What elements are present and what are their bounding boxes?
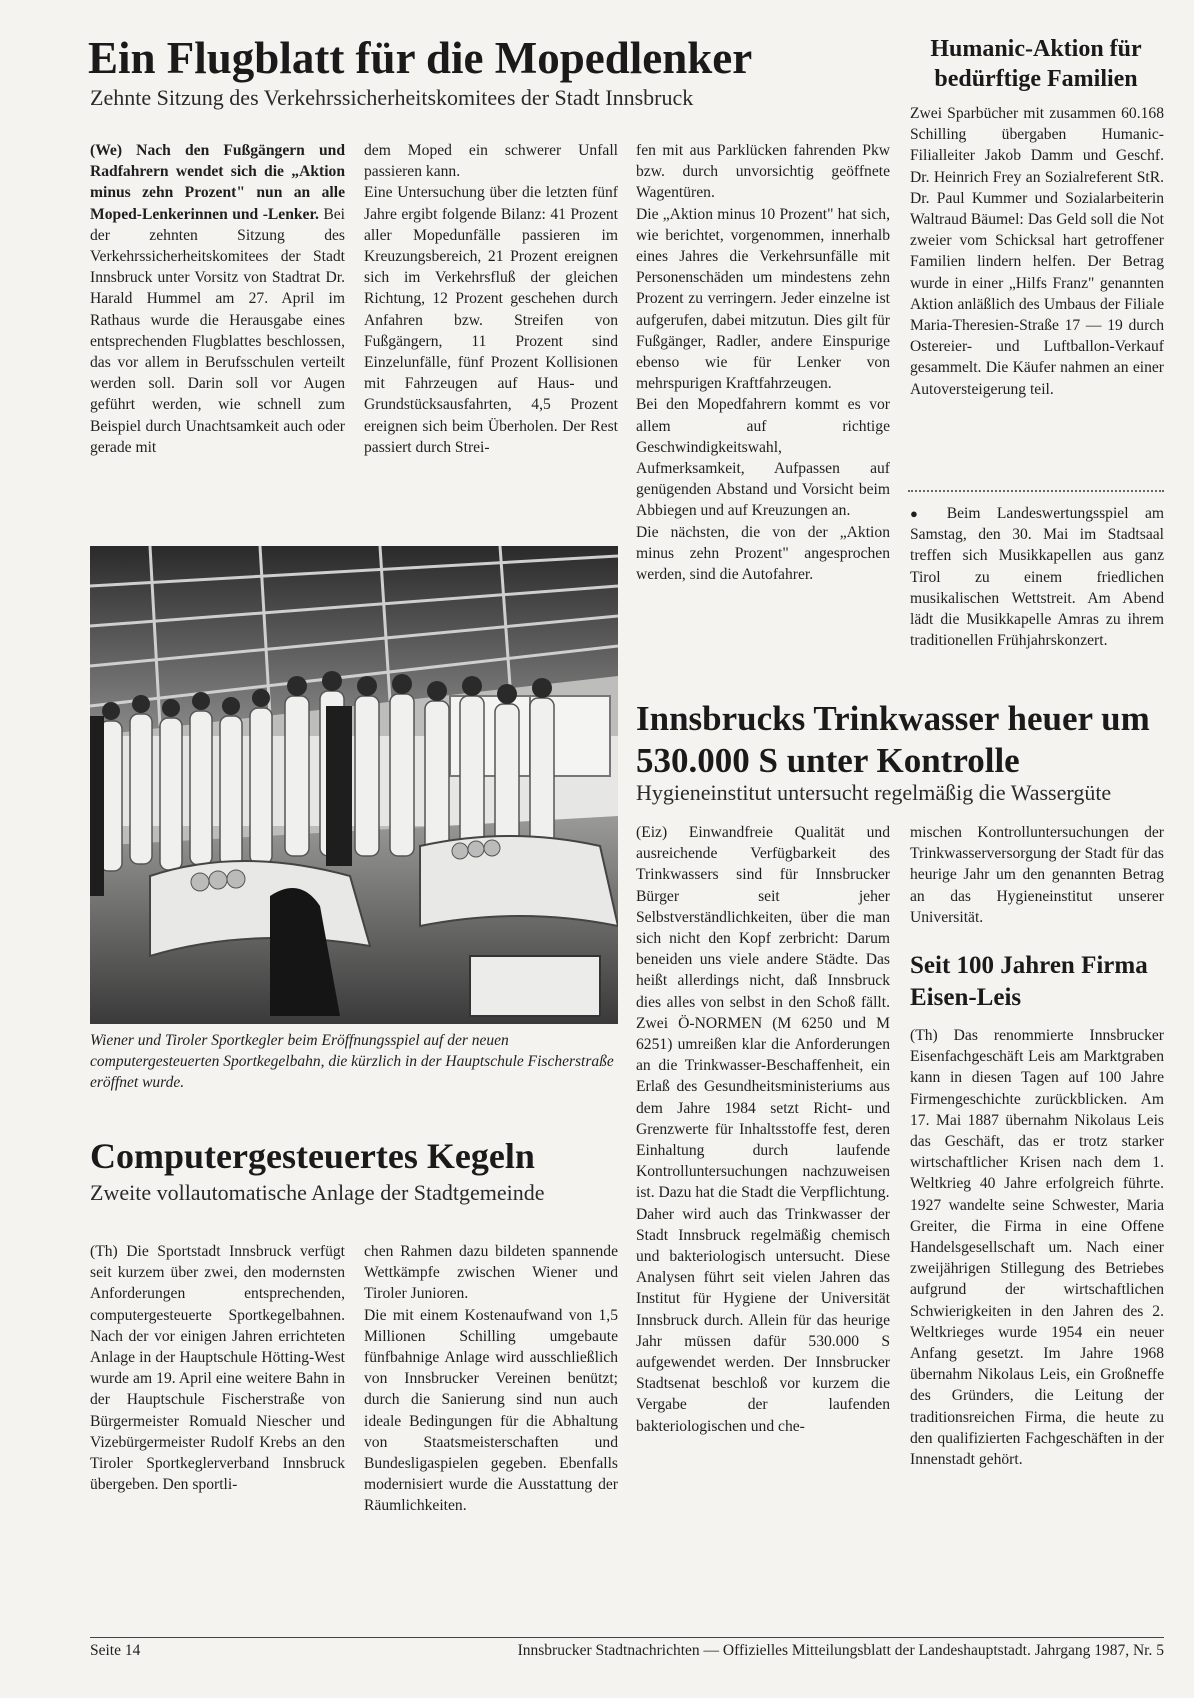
trinkwasser-headline: Innsbrucks Trinkwasser heuer um 530.000 S unter Kontrolle [636,699,1150,780]
flugblatt-headline: Ein Flugblatt für die Mopedlenker [88,33,753,83]
bowling-photo [90,546,618,1024]
flugblatt-col3-p4: Die nächsten, die von der „Aktion minus zehn Prozent" angesprochen werden, sind die Autofahrer. [636,523,890,584]
kegeln-col2-p2: Die mit einem Kostenaufwand von 1,5 Millionen Schilling umgebaute fünfbahnige Anlage wird ausschließlich von Innsbrucker Vereinen benützt; durch die Sanierung sind nun auch ideale Bedingungen für die Abhaltung von Staatsmeisterschaften und Bundesligaspielen gegeben. Ebenfalls modernisiert wurde die Ausstattung der Räumlichkeiten. [364,1306,618,1515]
flugblatt-col1-text: Bei der zehnten Sitzung des Verkehrssicherheitskomitees der Stadt Innsbruck unter Vorsitz von Stadtrat Dr. Harald Hummel am 27. April im Rathaus wurde die Herausgabe eines entsprechenden Flugblattes beschlossen, das vor allem in Berufsschulen verteilt werden soll. Darin soll vor Augen geführt werden, wie schnell zum Beispiel durch Unachtsamkeit auch oder gerade mit [90,205,345,456]
kegeln-headline: Computergesteuertes Kegeln [90,1136,535,1176]
kegeln-column-1: (Th) Die Sportstadt Innsbruck verfügt seit kurzem über zwei, den modernsten Anforderungen entsprechenden, computergesteuerte Sportkegelbahnen. Nach der vor einigen Jahren errichteten Anlage in der Hauptschule Hötting-West wurde am 19. April eine weitere Bahn in der Hauptschule Fischerstraße von Bürgermeister Romuald Niescher und Vizebürgermeister Rudolf Krebs an den Tiroler Sportkeglerverband Innsbruck übergeben. Den sportli- [90,1243,345,1494]
footer-rule [90,1637,1164,1638]
trinkwasser-col1-p2: Daher wird auch das Trinkwasser der Stadt Innsbruck regelmäßig chemisch und bakteriologisch untersucht. Diese Analysen führt seit vielen Jahren das Institut für Hygiene der Universität Innsbruck durch. Allein für das heurige Jahr müssen dafür 530.000 S aufgewendet werden. Der Innsbrucker Stadtsenat beschloß vor kurzem die Vergabe der laufenden bakteriologischen und che- [636,1205,890,1435]
eisenleis-body: (Th) Das renommierte Innsbrucker Eisenfachgeschäft Leis am Marktgraben kann in diesen Tagen auf 100 Jahre Firmengeschichte zurückblicken. Am 17. Mai 1887 übernahm Nikolaus Leis das Geschäft, das er trotz starker wirtschaftlicher Krisen nach dem 1. Weltkrieg 40 Jahre erfolgreich führte. 1927 wandelte seine Schwester, Maria Greiter, die Firma in eine Offene Handelsgesellschaft um. Nach einer zweijährigen Stillegung des Betriebes aufgrund der wirtschaftlichen Schwierigkeiten in den Jahren des 2. Weltkrieges wurde 1954 ein neuer Anfang gesetzt. Im Jahre 1968 übernahm Nikolaus Leis, ein Großneffe des Gründers, die Leitung der traditionsreichen Firma, die heute zu den qualifizierten Fachgeschäften in der Innenstadt gehört. [910,1027,1164,1469]
kegeln-col2-p1: chen Rahmen dazu bildeten spannende Wettkämpfe zwischen Wiener und Tiroler Junioren. [364,1243,618,1303]
flugblatt-column-1 [90,140,345,458]
trinkwasser-column-1 [636,822,890,1437]
flugblatt-col3-p2: Die „Aktion minus 10 Prozent" hat sich, wie berichtet, vorgenommen, innerhalb eines Jahres die Verkehrsunfälle mit Personenschäden um mindestens zehn Prozent zu verringern. Jeder einzelne ist aufgerufen, dabei mitzutun. Dies gilt für Fußgänger, Radler, andere Einspurige ebenso wie für Lenker von mehrspurigen Kraftfahrzeugen. [636,205,890,393]
photo-caption: Wiener und Tiroler Sportkegler beim Eröffnungsspiel auf der neuen computergesteuerten Sportkegelbahn, die kürzlich in der Hauptschule Fischerstraße eröffnet wurde. [90,1032,614,1091]
landeswertungsspiel-notice [910,503,1164,651]
bullet-icon: ● [910,506,931,521]
flugblatt-col3-p3: Bei den Mopedfahrern kommt es vor allem auf richtige Geschwindigkeitswahl, Aufmerksamkeit, Aufpassen auf genügenden Abstand und Vorsicht beim Abbiegen und auf Kreuzungen an. [636,396,890,520]
eisenleis-headline: Seit 100 Jahren Firma Eisen-Leis [910,952,1148,1011]
bowling-scene-image [90,546,618,1024]
flugblatt-column-3 [636,140,890,585]
kegeln-subheadline: Zweite vollautomatische Anlage der Stadtgemeinde [90,1180,545,1205]
flugblatt-subheadline: Zehnte Sitzung des Verkehrssicherheitskomitees der Stadt Innsbruck [90,85,694,110]
kegeln-column-2 [364,1241,618,1517]
flugblatt-col3-p1: fen mit aus Parklücken fahrenden Pkw bzw. durch unvorsichtig geöffnete Wagentüren. [636,142,890,202]
flugblatt-column-2: dem Moped ein schwerer Unfall passieren kann. Eine Untersuchung über die letzten fünf Jahre ergibt folgende Bilanz: 41 Prozent aller Mopedunfälle passieren im Kreuzungsbereich, 21 Prozent ereignen sich im Verkehrsfluß der gleichen Richtung, 12 Prozent geschehen durch Anfahren bzw. Streifen von Fußgängern, 11 Prozent sind Einzelunfälle, fünf Prozent Kollisionen mit Fahrzeugen auf Haus- und Grundstücksausfahrten, 4,5 Prozent ereignen sich beim Überholen. Der Rest passiert durch Strei- [364,142,618,456]
trinkwasser-col1-p1: (Eiz) Einwandfreie Qualität und ausreichende Verfügbarkeit des Trinkwassers sind für Innsbrucker Bürger seit jeher Selbstverständlichkeiten, über die man sich nicht den Kopf zerbricht: Darum beneiden uns viele andere Städte. Das heißt allerdings nicht, daß Innsbruck dies alles von selbst in den Schoß fällt. Zwei Ö-NORMEN (M 6250 und M 6251) umreißen klar die Anforderungen an die Trinkwasser-Beschaffenheit, ein Erlaß des Gesundheitsministeriums aus dem Jahre 1984 setzt Richt- und Grenzwerte für Inhaltsstoffe fest, deren Einhaltung durch laufende Kontrolluntersuchungen nachzuweisen ist. Dazu hat die Stadt die Verpflichtung. [636,824,890,1202]
flugblatt-lead: (We) Nach den Fußgängern und Radfahrern wendet sich die „Aktion minus zehn Prozent" nun an alle Moped-Lenkerinnen und -Lenker. [90,142,345,223]
trinkwasser-column-2: mischen Kontrolluntersuchungen der Trinkwasserversorgung der Stadt für das heurige Jahr um den genannten Betrag an das Hygieneinstitut unserer Universität. [910,824,1164,926]
trinkwasser-subheadline: Hygieneinstitut untersucht regelmäßig die Wassergüte [636,780,1112,805]
footer-page-number: Seite 14 [90,1642,141,1659]
humanic-headline: Humanic-Aktion für bedürftige Familien [930,36,1142,92]
humanic-body: Zwei Sparbücher mit zusammen 60.168 Schilling übergaben Humanic-Filialleiter Jakob Damm und Geschf. Dr. Heinrich Frey an Sozialreferent StR. Dr. Paul Kummer und Sozialarbeiterin Waltraud Bäumel: Das Geld soll die Not zweier vom Schicksal hart getroffener Familien lindern helfen. Der Betrag wurde in einer „Hilfs Franz" genannten Aktion anläßlich des Umbaus der Filiale Maria-Theresien-Straße 17 — 19 durch Ostereier- und Luftballon-Verkauf gesammelt. Die Käufer nahmen an einer Autoversteigerung teil. [910,105,1164,398]
notice-text: Beim Landeswertungsspiel am Samstag, den 30. Mai im Stadtsaal treffen sich Musikkapellen aus ganz Tirol zu einem friedlichen musikalischen Wettstreit. Am Abend lädt die Musikkapelle Amras zu ihrem traditionellen Frühjahrskonzert. [910,505,1164,650]
humanic-divider [908,490,1164,492]
footer-publication: Innsbrucker Stadtnachrichten — Offizielles Mitteilungsblatt der Landeshauptstadt. Jahrgang 1987, Nr. 5 [517,1642,1164,1659]
